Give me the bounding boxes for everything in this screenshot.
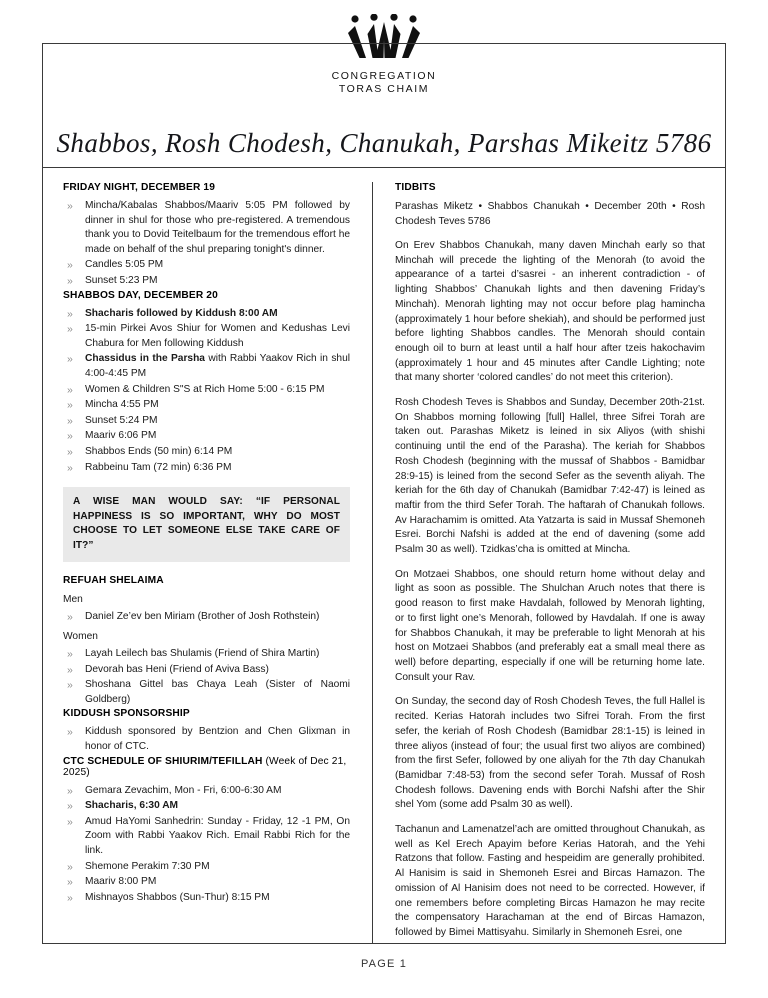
list-item-label: Mincha/Kabalas Shabbos/Maariv 5:05 PM followed by dinner in shul for those who pre-registered. A tremendous thank you to Dovid Teitelbaum for the tremendous effort he made on behalf of the shul preparing tonight's dinner.	[85, 200, 351, 255]
bullet-icon: »	[67, 353, 73, 366]
bullet-icon: »	[67, 323, 73, 336]
list-item	[63, 663, 350, 678]
bullet-icon: »	[67, 259, 73, 272]
list-item-label: Daniel Ze’ev ben Miriam (Brother of Josh Rothstein)	[85, 611, 320, 623]
tidbits-paragraph: On Sunday, the second day of Rosh Chodesh Teves, the full Hallel is recited. Kerias Hatorah includes two Sifrei Torah. From the first sefer, the keriah of Rosh Chodesh (Bamidbar 28:1-15) is leined in three aliyos (instead of four; the usual first two aliyos are combined) from the first Sefer, followed by one aliyah for the 7th day Chanukah (Bamidbar 7:48-53) from the second sefer Torah. Mussaf of Rosh Chodesh follows. Davening ends with Borchi Nafshi after the Shir shel Yom (some add Psalm 30 as well).	[395, 696, 705, 811]
list-item-label: Shemone Perakim 7:30 PM	[85, 860, 210, 872]
bullet-icon: »	[67, 726, 73, 739]
bullet-icon: »	[67, 383, 73, 396]
bullet-icon: »	[67, 800, 73, 813]
tidbits-paragraph: Rosh Chodesh Teves is Shabbos and Sunday, December 20th-21st. On Shabbos morning following [full] Hallel, three Sifrei Torah are taken out. Parashas Miketz is leined in six Aliyos (with shishi continuing until the end of the Parasha). The keriah for Shabbos Rosh Chodesh (beginning with the mussaf of Shabbos - Bamidbar 28:9-15) is leined from the second Sefer as the seventh aliyah. The keriah for the 6th day of Chanukah (Bamidbar 7:42-47) is leined as maftir from the third Sefer Torah. The haftarah of Chanukah follows. Av Harachamim is omitted. Ata Yatzarta is said in Mussaf Shemoneh Esrei. Borchi Nafshi is added at the end of davening (some add Psalm 30 as well). Tzidkas’cha is omitted at Mincha.	[395, 397, 705, 556]
quote-callout: A WISE MAN WOULD SAY: “IF PERSONAL HAPPINESS IS SO IMPORTANT, WHY DO MOST CHOOSE TO LET SOMEONE ELSE TAKE CARE OF IT?”	[63, 487, 350, 562]
list-item	[63, 784, 350, 799]
bullet-icon: »	[67, 611, 73, 624]
list-item-label: Maariv 6:06 PM	[85, 430, 157, 442]
title-banner	[43, 119, 725, 168]
list-item	[63, 891, 350, 906]
page-title: Shabbos, Rosh Chodesh, Chanukah, Parshas Mikeitz 5786	[56, 127, 712, 158]
ctc-schedule-title: CTC SCHEDULE OF SHIURIM/TEFILLAH	[63, 755, 263, 767]
friday-night-list	[63, 199, 350, 289]
list-item-emphasis: Shacharis followed by Kiddush 8:00 AM	[85, 307, 278, 319]
bullet-icon: »	[67, 461, 73, 474]
refuah-men-label: Men	[63, 594, 83, 606]
list-item-label: Sunset 5:24 PM	[85, 414, 158, 426]
list-item-label: Shoshana Gittel bas Chaya Leah (Sister of Naomi Goldberg)	[85, 679, 351, 705]
list-item-label: Sunset 5:23 PM	[85, 274, 158, 286]
list-item-label: 15-min Pirkei Avos Shiur for Women and Kedushas Levi Chabura for Men following Kiddush	[85, 323, 351, 349]
list-item	[63, 647, 350, 662]
list-item	[63, 199, 350, 257]
list-item	[63, 815, 350, 859]
page-number: PAGE 1	[360, 958, 408, 970]
bullet-icon: »	[67, 860, 73, 873]
refuah-men-list	[63, 610, 350, 625]
section-heading-refuah-shelaima: REFUAH SHELAIMA	[63, 575, 164, 587]
bullet-icon: »	[67, 663, 73, 676]
bullet-icon: »	[67, 784, 73, 797]
right-column	[372, 182, 725, 943]
list-item-label: with Rabbi Yaakov Rich in shul 4:00-4:45 PM	[85, 353, 351, 379]
list-item-label: Candles 5:05 PM	[85, 259, 164, 271]
list-item	[63, 610, 350, 625]
list-item	[63, 352, 350, 381]
list-item	[63, 725, 350, 754]
section-heading-friday-night: FRIDAY NIGHT, DECEMBER 19	[63, 182, 216, 193]
list-item-label: Gemara Zevachim, Mon - Fri, 6:00-6:30 AM	[85, 784, 282, 796]
bullet-icon: »	[67, 815, 73, 828]
list-item	[63, 860, 350, 875]
bullet-icon: »	[67, 430, 73, 443]
kiddush-list	[63, 725, 350, 754]
list-item	[63, 678, 350, 707]
list-item-label: Layah Leilech bas Shulamis (Friend of Shira Martin)	[85, 648, 320, 660]
bullet-icon: »	[67, 414, 73, 427]
list-item-label: Women & Children S"S at Rich Home 5:00 - 6:15 PM	[85, 383, 325, 395]
list-item-label: Mishnayos Shabbos (Sun-Thur) 8:15 PM	[85, 891, 270, 903]
list-item	[63, 398, 350, 413]
list-item	[63, 307, 350, 322]
tidbits-paragraph: On Erev Shabbos Chanukah, many daven Minchah early so that Minchah will precede the lighting of the Menorah (to avoid the appearance of a tartei d’sasrei - an inherent contradiction - of lighting Shabbos’ Chanukah lights and then davening Friday’s Minchah). Menorah lighting may not occur before plag hamincha (approximately 1 hour before shekiah), and should be performed just before lighting Shabbos candles. The Menorah should contain enough oil to burn at least until a half hour after tzeis hakochavim (approximately 1 hour and 45 minutes after Candle Lighting; note that many shorter ‘colored candles’ do not meet this criterion).	[395, 240, 705, 384]
page-frame	[42, 43, 726, 944]
list-item-emphasis: Shacharis, 6:30 AM	[85, 800, 179, 812]
list-item	[63, 414, 350, 429]
section-heading-ctc-schedule	[63, 756, 350, 778]
section-heading-kiddush-sponsorship: KIDDUSH SPONSORSHIP	[63, 708, 190, 720]
bullet-icon: »	[67, 679, 73, 692]
tidbits-paragraph: On Motzaei Shabbos, one should return home without delay and light as soon as possible. The Shulchan Aruch notes that there is good reason to first make Havdalah, followed by Menorah lighting, or to first light one’s Menorah, followed by Havdalah. If one is away for Shabbos Chanukah, it may be preferable to light Menorah at his host on Motzaei Shabbos (and preferably eat a small meal there as well) before departing, especially if one will be returning home late. Consult your Rav.	[395, 568, 705, 683]
bullet-icon: »	[67, 648, 73, 661]
list-item-label: Amud HaYomi Sanhedrin: Sunday - Friday, 12 -1 PM, On Zoom with Rabbi Yaakov Rich. Email Rabbi Rich for the link.	[85, 815, 351, 856]
content-columns	[43, 168, 725, 943]
bullet-icon: »	[67, 274, 73, 287]
list-item	[63, 461, 350, 476]
bullet-icon: »	[67, 445, 73, 458]
list-item	[63, 322, 350, 351]
list-item	[63, 383, 350, 398]
bullet-icon: »	[67, 200, 73, 212]
list-item-label: Devorah bas Heni (Friend of Aviva Bass)	[85, 663, 269, 675]
tidbits-subtitle: Parashas Miketz • Shabbos Chanukah • December 20th • Rosh Chodesh Teves 5786	[395, 201, 705, 227]
tidbits-paragraph: Tachanun and Lamenatzel’ach are omitted throughout Chanukah, as well as Kel Erech Apayim before Kerias Hatorah, and the Yehi Ratzons that follow. Fasting and hespeidim are generally prohibited. Al Hanisim is said in Shemoneh Esrei and Bircas Hamazon. The omission of Al Hanisim does not need to be corrected. However, if one remembers before completing Bircas Hamazon he may recite the compensatory Harachaman at the end of Bircas Hamazon, followed by Bimei Mattisyahu. Similarly in Shemoneh Esrei, one	[395, 824, 705, 938]
refuah-women-list	[63, 647, 350, 707]
list-item	[63, 445, 350, 460]
bullet-icon: »	[67, 876, 73, 889]
list-item	[63, 274, 350, 289]
list-item-label: Shabbos Ends (50 min) 6:14 PM	[85, 445, 233, 457]
bullet-icon: »	[67, 891, 73, 904]
congregation-name-line2: TORAS CHAIM	[338, 83, 430, 95]
list-item	[63, 429, 350, 444]
list-item-label: Rabbeinu Tam (72 min) 6:36 PM	[85, 461, 232, 473]
bullet-icon: »	[67, 307, 73, 320]
list-item-label: Kiddush sponsored by Bentzion and Chen Glixman in honor of CTC.	[85, 726, 351, 753]
list-item	[63, 799, 350, 814]
list-item	[63, 875, 350, 890]
list-item-emphasis: Chassidus in the Parsha	[85, 353, 205, 365]
ctc-schedule-week-note: (Week of Dec 21, 2025)	[63, 755, 347, 778]
list-item	[63, 258, 350, 273]
congregation-name-line1: CONGREGATION	[331, 70, 437, 82]
list-item-label: Maariv 8:00 PM	[85, 876, 157, 888]
refuah-women-label: Women	[63, 631, 98, 643]
section-heading-shabbos-day: SHABBOS DAY, DECEMBER 20	[63, 289, 218, 301]
section-heading-tidbits: TIDBITS	[395, 182, 436, 193]
left-column	[43, 182, 372, 943]
shabbos-day-list	[63, 307, 350, 476]
list-item-label: Mincha 4:55 PM	[85, 399, 159, 411]
bullet-icon: »	[67, 399, 73, 412]
ctc-schedule-list	[63, 784, 350, 906]
